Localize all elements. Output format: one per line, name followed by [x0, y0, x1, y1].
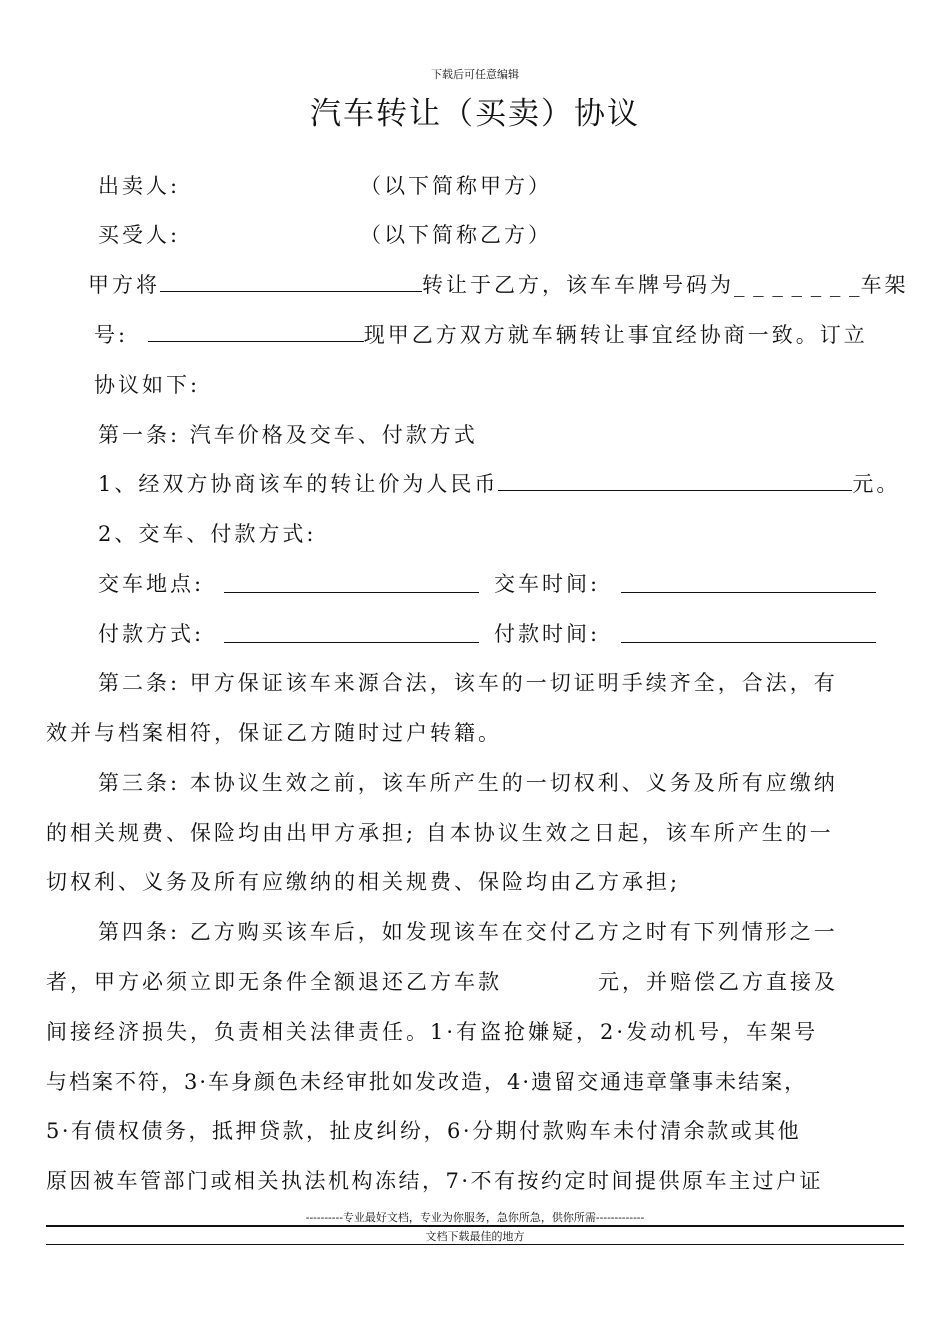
article3-line2: 的相关规费、保险均由出甲方承担; 自本协议生效之日起，该车所产生的一	[46, 821, 834, 845]
article4-line4: 与档案不符，3·车身颜色未经审批如发改造，4·遗留交通违章肇事未结案，	[46, 1070, 808, 1094]
delivery-time-label: 交车时间:	[494, 572, 601, 596]
buyer-note: （以下简称乙方）	[360, 223, 552, 247]
intro-part1: 甲方将	[88, 273, 160, 297]
article1-item1	[98, 472, 900, 496]
payment-method-label: 付款方式:	[98, 622, 205, 646]
intro-line-3: 协议如下:	[94, 373, 201, 397]
article2-line1: 第二条: 甲方保证该车来源合法，该车的一切证明手续齐全，合法，有	[98, 671, 838, 695]
footer-site-note: 文档下载最佳的地方	[425, 1230, 525, 1243]
intro-part2: 转让于乙方，该车车牌号码为	[422, 273, 734, 297]
vin-blank[interactable]	[148, 323, 364, 342]
footer-divider-thick	[46, 1225, 904, 1227]
article3-line3: 切权利、义务及所有应缴纳的相关规费、保险均由乙方承担;	[46, 870, 681, 894]
article4-line5: 5·有债权债务，抵押贷款，扯皮纠纷，6·分期付款购车未付清余款或其他	[46, 1119, 802, 1143]
seller-label: 出卖人:	[98, 174, 181, 198]
vehicle-blank[interactable]	[160, 273, 422, 292]
header-note: 下载后可任意编辑	[431, 68, 519, 81]
price-label: 1、经双方协商该车的转让价为人民币	[98, 472, 499, 496]
payment-time-blank[interactable]	[621, 624, 876, 643]
delivery-time-blank[interactable]	[621, 574, 876, 593]
seller-note: （以下简称甲方）	[360, 174, 552, 198]
footer-slogan: ----------专业最好文档，专业为你服务，急你所急，供你所需-------------	[305, 1211, 645, 1224]
article1-item2: 2、交车、付款方式:	[98, 522, 317, 546]
price-unit: 元。	[852, 472, 901, 496]
footer-divider-thin	[46, 1244, 904, 1245]
article1-heading: 第一条: 汽车价格及交车、付款方式	[98, 423, 478, 447]
article2-line2: 效并与档案相符，保证乙方随时过户转籍。	[46, 721, 502, 745]
plate-number-dashes[interactable]: _ _ _ _ _ _ _	[734, 273, 861, 297]
article4-line3: 间接经济损失，负责相关法律责任。1·有盗抢嫌疑，2·发动机号，车架号	[46, 1020, 819, 1044]
payment-method-blank[interactable]	[224, 624, 479, 643]
intro-line-1	[88, 273, 909, 297]
intro-line2-b: 现甲乙方双方就车辆转让事宜经协商一致。订立	[363, 323, 868, 347]
delivery-place-label: 交车地点:	[98, 572, 205, 596]
intro-line-2	[94, 323, 868, 347]
intro-line2-a: 号:	[94, 323, 129, 347]
document-title: 汽车转让（买卖）协议	[310, 96, 640, 132]
article4-line6: 原因被车管部门或相关执法机构冻结，7·不有按约定时间提供原车主过户证	[46, 1169, 824, 1193]
compensation-text: 元，并赔偿乙方直接及	[598, 970, 838, 994]
price-blank[interactable]	[498, 472, 852, 491]
refund-text: 者，甲方必须立即无条件全额退还乙方车款	[46, 970, 502, 994]
buyer-label: 买受人:	[98, 223, 181, 247]
intro-part3: 车架	[860, 273, 909, 297]
delivery-place-blank[interactable]	[224, 574, 479, 593]
payment-time-label: 付款时间:	[494, 622, 601, 646]
article4-line1: 第四条: 乙方购买该车后，如发现该车在交付乙方之时有下列情形之一	[98, 920, 838, 944]
article4-line2	[46, 970, 838, 994]
article3-line1: 第三条: 本协议生效之前，该车所产生的一切权利、义务及所有应缴纳	[98, 771, 838, 795]
